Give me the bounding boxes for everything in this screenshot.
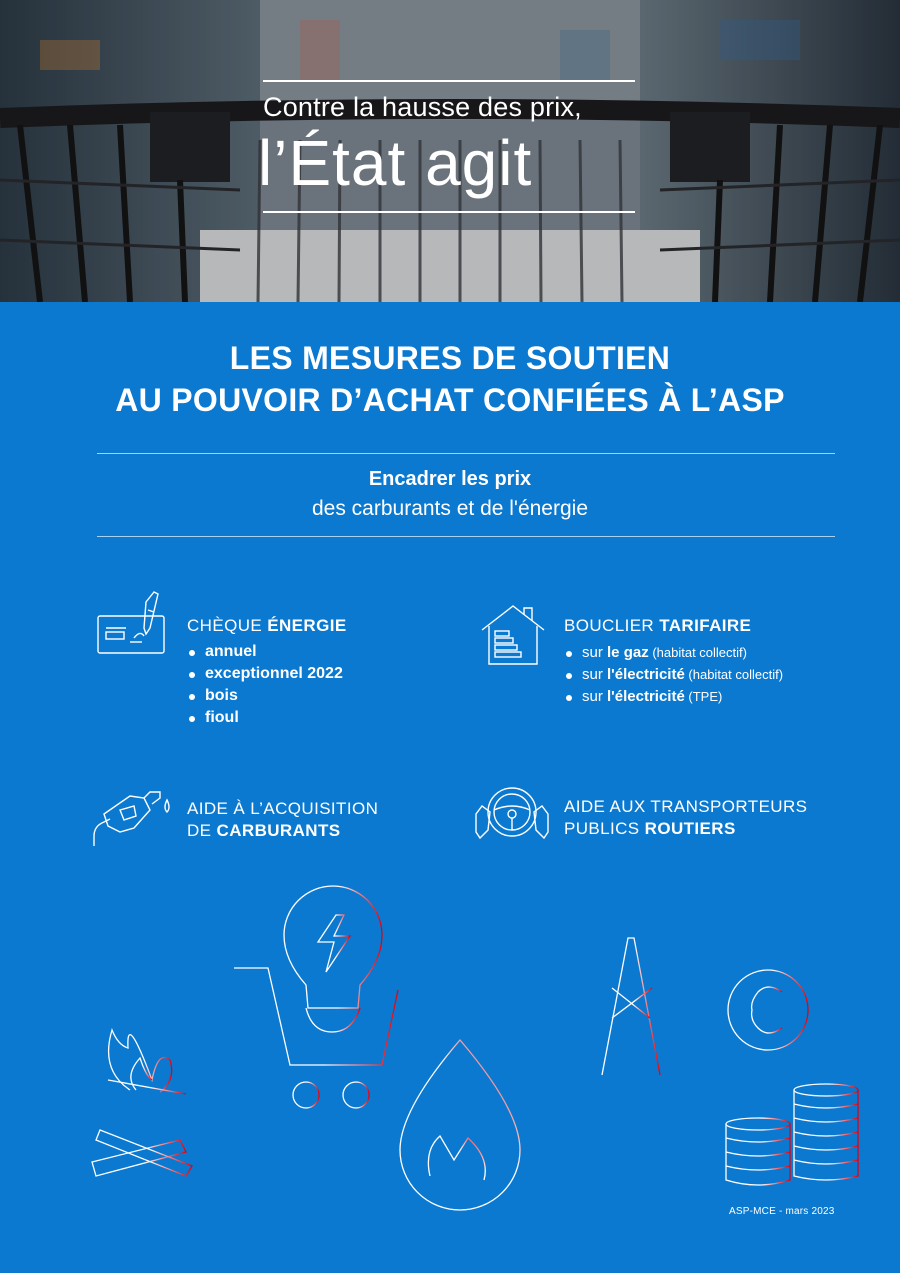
item-prefix: sur — [582, 644, 608, 661]
list-item: exceptionnel 2022 — [187, 663, 343, 685]
coin-stacks-icon — [726, 1084, 858, 1185]
cheque-energie-list — [187, 641, 343, 729]
encadrer-subheading: des carburants et de l'énergie — [311, 497, 588, 520]
hero-top-rule — [263, 80, 635, 82]
transporteurs-line1: AIDE AUX TRANSPORTEURS — [564, 797, 808, 816]
aide-carburants-title — [187, 798, 378, 842]
item-bold: l'électricité — [607, 688, 685, 705]
cheque-title-light: CHÈQUE — [187, 616, 268, 635]
hero-bottom-rule — [263, 211, 635, 213]
cart-lightbulb-icon — [234, 886, 398, 1108]
bouclier-tarifaire-list — [564, 642, 783, 708]
euro-coin-icon — [728, 970, 808, 1050]
item-note: (habitat collectif) — [648, 645, 747, 660]
main-title — [0, 338, 900, 421]
main-title-line1: LES MESURES DE SOUTIEN — [229, 340, 671, 376]
list-item — [564, 664, 783, 686]
carburants-line2-bold: CARBURANTS — [216, 821, 341, 841]
bouclier-title-light: BOUCLIER — [564, 616, 660, 635]
transporteurs-line2 — [564, 818, 807, 840]
main-title-line2: AU POUVOIR D’ACHAT CONFIÉES À L’ASP — [115, 381, 785, 418]
campfire-icon — [92, 1030, 192, 1176]
transporteurs-line2-light: PUBLICS — [564, 819, 645, 839]
hero-subtitle: Contre la hausse des prix, — [263, 92, 582, 122]
hero-title: l’État agit — [258, 127, 533, 199]
item-note: (habitat collectif) — [684, 667, 784, 682]
footer-credit: ASP-MCE - mars 2023 — [729, 1206, 835, 1217]
steering-wheel-icon — [474, 784, 550, 844]
decorative-illustrations — [0, 880, 900, 1220]
transporteurs-line2-bold: ROUTIERS — [644, 819, 736, 839]
bouclier-tarifaire-title — [564, 615, 751, 637]
item-note: (TPE) — [684, 689, 723, 704]
bouclier-title-bold: TARIFAIRE — [659, 616, 752, 635]
house-energy-rating-icon — [480, 604, 546, 666]
aide-transporteurs-title — [564, 796, 807, 840]
gas-flame-icon — [400, 1040, 520, 1210]
item-bold: le gaz — [607, 644, 649, 661]
divider-top — [97, 453, 835, 454]
list-item: bois — [187, 685, 343, 707]
divider-bottom — [97, 536, 835, 537]
carburants-line2 — [187, 820, 378, 842]
encadrer-heading: Encadrer les prix — [368, 468, 532, 490]
cheque-title-bold: ÉNERGIE — [267, 616, 347, 635]
list-item — [564, 642, 783, 664]
item-bold: l'électricité — [607, 666, 685, 683]
list-item — [564, 686, 783, 708]
hero-banner — [0, 0, 900, 302]
list-item: annuel — [187, 641, 343, 663]
carburants-line2-light: DE — [187, 821, 217, 841]
fuel-nozzle-icon — [90, 786, 174, 850]
cheque-energie-title — [187, 615, 347, 637]
item-prefix: sur — [582, 688, 608, 705]
item-prefix: sur — [582, 666, 608, 683]
list-item: fioul — [187, 707, 343, 729]
power-pylon-icon — [582, 938, 680, 1075]
carburants-line1: AIDE À L’ACQUISITION — [187, 799, 379, 818]
cheque-pen-icon — [96, 590, 168, 656]
